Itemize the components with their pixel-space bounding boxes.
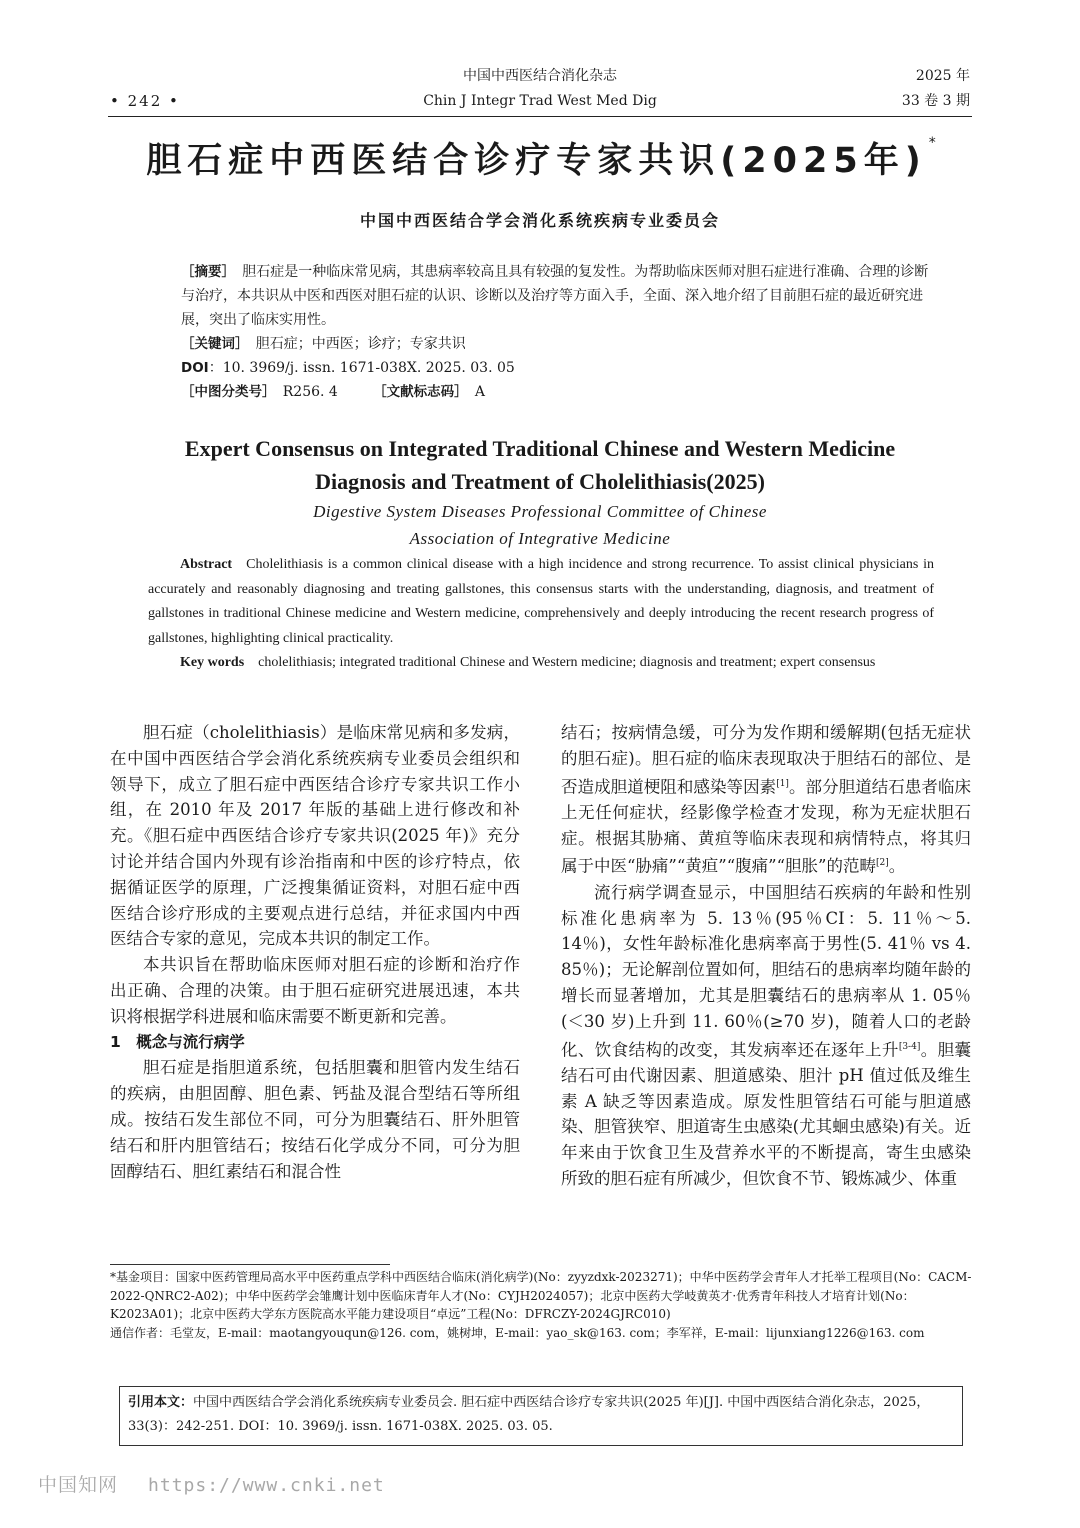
header-rule [108,116,972,117]
paragraph: 胆石症（cholelithiasis）是临床常见病和多发病，在中国中西医结合学会消化系统疾病专业委员会组织和领导下，成立了胆石症中西医结合诊疗专家共识工作小组，在 2010 年及 2017 年版的基础上进行修改和补充。《胆石症中西医结合诊疗专家共识(2025 年)》充分讨论并结合国内外现有诊治指南和中医的诊疗特点，依据循证医学的原理，广泛搜集循证资料，对胆石症中西医结合诊疗形成的主要观点进行总结，并征求国内中西医结合专家的意见，完成本共识的制定工作。 [110,723,520,949]
abstract-en [148,553,934,676]
class-label: ［中图分类号］ [181,384,269,400]
reference-mark[interactable]: [3-4] [898,1041,921,1052]
paragraph-text: 。胆囊结石可由代谢因素、胆道感染、胆汁 pH 值过低及维生素 A 缺乏等因素造成。原发性胆管结石可能与胆道感染、胆管狭窄、胆道寄生虫感染(尤其蛔虫感染)有关。近年来由于饮食卫生及营养水平的不断提高，寄生虫感染所致的胆石症有所减少，但饮食不节、锻炼减少、体重 [561,1040,971,1189]
abstract-cn [148,260,934,404]
footnote-rule [110,1264,390,1265]
keywords-cn [148,332,934,356]
paragraph-text: 。部分胆道结石患者临床上无任何症状，经影像学检查才发现，称为无症状胆石症。根据其胁痛、黄疸等临床表现和病情特点，将其归属于中医“胁痛”“黄疸”“腹痛”“胆胀”的范畴 [561,777,972,876]
section-heading: 1 概念与流行病学 [110,1032,245,1051]
paragraph [561,720,971,880]
keywords-cn-text: 胆石症；中西医；诊疗；专家共识 [255,336,466,352]
author-org-cn: 中国中西医结合学会消化系统疾病专业委员会 [359,211,720,230]
cnki-url[interactable]: https://www.cnki.net [148,1475,385,1496]
abstract-cn-text: 胆石症是一种临床常见病，其患病率较高且具有较强的复发性。为帮助临床医师对胆石症进行准确、合理的诊断与治疗，本共识从中医和西医对胆石症的认识、诊断以及治疗等方面入手，全面、深入地介绍了目前胆石症的最近研究进展，突出了临床实用性。 [181,264,929,328]
abstract-en-label: Abstract [180,557,233,572]
issue-info [902,64,970,114]
journal-name-cn: 中国中西医结合消化杂志 [463,68,617,84]
body-column-left [110,720,520,1184]
doc-code-label: ［文献标志码］ [379,384,461,400]
title-en [108,432,972,498]
journal-name-en: Chin J Integr Trad West Med Dig [423,93,657,109]
footnotes [110,1268,972,1342]
keywords-en-label: Key words [180,655,245,670]
page-number: • 242 • [110,92,180,110]
citation-text: 中国中西医结合学会消化系统疾病专业委员会. 胆石症中西医结合诊疗专家共识(2025 年)[J]. 中国中西医结合消化杂志，2025，33(3)：242-251. DOI：10. 3969/j. issn. 1671-038X. 2025. 03. 05. [128,1395,930,1434]
body-column-right [561,720,971,1192]
abstract-cn-label: ［摘要］ [181,264,229,280]
issue-year: 2025 年 [915,68,970,84]
reference-mark[interactable]: [2] [875,858,889,869]
title-en-line1: Expert Consensus on Integrated Traditional Chinese and Western Medicine [184,436,896,461]
issue-volume: 33 卷 3 期 [901,93,970,109]
paragraph [561,880,971,1192]
doi-label: DOI [181,360,209,376]
doi-cn [148,356,934,380]
abstract-en-body [148,553,934,651]
keywords-cn-label: ［关键词］ [181,336,242,352]
journal-header [330,64,750,114]
paragraph-text: 。 [888,856,906,876]
paragraph-text: 流行病学调查显示，中国胆结石疾病的年龄和性别标准化患病率为 5. 13％(95％CI：5. 11％～5. 14％)，女性年龄标准化患病率高于男性(5. 41％ vs 4. 85％)；无论解剖位置如何，胆结石的患病率均随年龄的增长而显著增加，尤其是胆囊结石的患病率从 1. 05％(＜30 岁)上升到 11. 60％(≥70 岁)，随着人口的老龄化、饮食结构的改变，其发病率还在逐年上升 [561,882,971,1060]
org-en-line1: Digestive System Diseases Professional Committee of Chinese [313,502,767,521]
cnki-watermark [38,1470,385,1497]
paragraph-text: 结石；按病情急缓，可分为发作期和缓解期(包括无症状的胆石症)。胆石症的临床表现取决于胆结石的部位、是否造成胆道梗阻和感染等因素 [561,723,971,797]
keywords-en-text: cholelithiasis; integrated traditional Chinese and Western medicine; diagnosis and treatment; expert consensus [258,655,876,670]
title-cn [108,133,972,183]
citation-label: 引用本文： [128,1395,194,1410]
reference-mark[interactable]: [1] [776,778,789,789]
fund-footnote: *基金项目：国家中医药管理局高水平中医药重点学科中西医结合临床(消化病学)(No：zyyzdxk-2023271)；中华中医药学会青年人才托举工程项目(No：CACM-2022-QNRC2-A02)；中华中医药学会雏鹰计划中医临床青年人才(No：CYJH2024057)；北京中医药大学岐黄英才·优秀青年科技人才培育计划(No：K2023A01)；北京中医药大学东方医院高水平能力建设项目“卓远”工程(No：DFRCZY-2024GJRC010) [110,1270,972,1321]
doi-value: ：10. 3969/j. issn. 1671-038X. 2025. 03. 05 [208,360,515,376]
org-en-line2: Association of Integrative Medicine [409,529,671,548]
keywords-en [148,651,934,676]
citation-box [119,1386,963,1446]
paragraph: 胆石症是指胆道系统，包括胆囊和胆管内发生结石的疾病，由胆固醇、胆色素、钙盐及混合型结石等所组成。按结石发生部位不同，可分为胆囊结石、肝外胆管结石和肝内胆管结石；按结石化学成分不同，可分为胆固醇结石、胆红素结石和混合性 [110,1058,520,1181]
author-org-en [108,498,972,552]
doc-code-value: A [474,384,485,400]
corresponding-authors: 通信作者：毛堂友，E-mail：maotangyouqun@126. com，姚树坤，E-mail：yao_sk@163. com；李军祥，E-mail：lijunxiang1226@163. com [110,1325,925,1340]
class-value: R256. 4 [282,384,338,400]
title-en-line2: Diagnosis and Treatment of Cholelithiasis(2025) [315,469,765,494]
classification-cn [148,380,934,404]
cnki-logo: 中国知网 [38,1474,119,1496]
abstract-cn-body [148,260,934,332]
title-cn-text: 胆石症中西医结合诊疗专家共识(2025年) [146,141,927,181]
paragraph: 本共识旨在帮助临床医师对胆石症的诊断和治疗作出正确、合理的决策。由于胆石症研究进展迅速，本共识将根据学科进展和临床需要不断更新和完善。 [110,955,520,1026]
abstract-en-text: Cholelithiasis is a common clinical disease with a high incidence and strong recurrence. To assist clinical physicians in accurately and reasonably diagnosing and treating gallstones, this consensus starts with the understanding, diagnosis, and treatment of gallstones in traditional Chinese medicine and Western medicine, comprehensively and deeply introducing the recent research progress of gallstones, highlighting clinical practicality. [148,557,934,646]
title-footnote-mark: * [928,135,936,151]
